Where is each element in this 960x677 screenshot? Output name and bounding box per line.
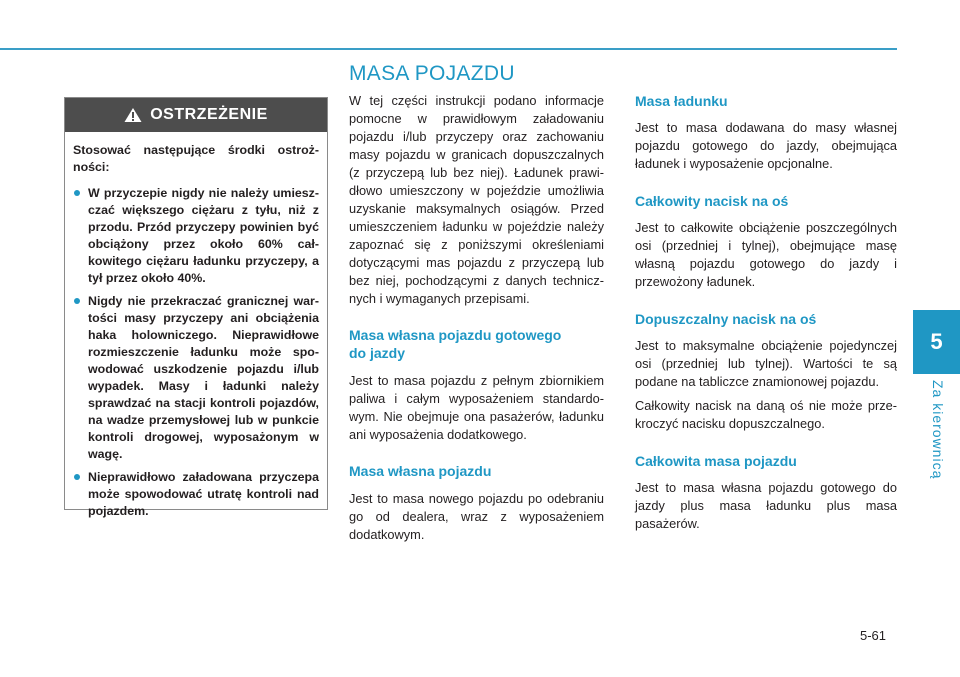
warning-item-text: Nieprawidłowo załadowana przyczepa może spowodować utratę kontroli nad pojazdem. [88, 470, 319, 518]
warning-item-text: W przyczepie nigdy nie należy umieszczać większego ciężaru z tyłu, niż z przodu. Przód przyczepy powinien być obciążony przez około 60% całkowitego ciężaru ładunku przyczepy, a tył przez około 40%. [88, 186, 319, 285]
section-heading-gaw: Całkowity nacisk na oś [635, 193, 789, 209]
section-heading-curb-weight [349, 326, 604, 362]
bullet-icon [74, 298, 80, 304]
warning-item-text: Nigdy nie przekraczać granicznej wartości masy przyczepy ani obciążenia haka holowniczego. Nieprawidłowe rozmieszczenie ładunku może spowodować uszkodzenie pojazdu i/lub wypadek. Masy i ładunki należy sprawdzać na stacji kontroli pojazdów, na wadze przemysłowej lub w punkcie kontroli drogowej, wyposażonym w wagę. [88, 294, 319, 461]
warning-header [65, 98, 327, 132]
warning-item [73, 293, 319, 463]
gawr-text-1: Jest to maksymalne obciążenie pojedynczej osi (przedniej lub tylnej). Wartości te są podane na tabliczce znamionowej pojazdu. [635, 338, 897, 389]
gawr-text-2: Całkowity nacisk na daną oś nie może przekroczyć nacisku dopuszczalnego. [635, 398, 897, 431]
chapter-tab: 5 [913, 310, 960, 374]
warning-triangle-icon [124, 107, 142, 123]
gaw-text: Jest to całkowite obciążenie poszczególnych osi (przedniej i tylnej), obejmujące masę własną pojazdu gotowego do jazdy i przewożony ładunek. [635, 220, 897, 289]
heading-line-1: Masa własna pojazdu gotowego [349, 327, 562, 343]
warning-box [64, 97, 328, 518]
intro-paragraph: W tej części instrukcji podano informacje pomocne w prawidłowym załadowaniu pojazdu i/lub przyczepy oraz zachowaniu masy pojazdu w granicach dopuszczalnych (z przyczepą lub bez niej). Ładunek prawidłowo umieszczony w pojeździe umożliwia uzyskanie maksymalnych osiągów. Przed umieszczeniem ładunku w pojeździe należy zapoznać się z poniższymi określeniami dotyczącymi mas pojazdu z przyczepą lub bez niej, pochodzącymi z danych technicznych i wymaganych przepisami. [349, 93, 604, 306]
heading-line-2: do jazdy [349, 345, 406, 361]
right-column [635, 92, 897, 533]
warning-item [73, 469, 319, 520]
warning-title: OSTRZEŻENIE [150, 106, 268, 123]
gvw-text: Jest to masa własna pojazdu gotowego do jazdy plus masa ładunku plus masa pasażerów. [635, 480, 897, 531]
section-heading-cargo-weight: Masa ładunku [635, 93, 728, 109]
page-number: 5-61 [860, 628, 887, 643]
warning-intro: Stosować następujące środki ostrożności: [73, 143, 319, 174]
warning-list [73, 185, 319, 520]
section-heading-gawr: Dopuszczalny nacisk na oś [635, 311, 817, 327]
section-heading-vehicle-weight: Masa własna pojazdu [349, 463, 492, 479]
curb-weight-text: Jest to masa pojazdu z pełnym zbiornikiem paliwa i całym wyposażeniem standardowym. Nie obejmuje ona pasażerów, ładunku ani wyposażenia dodatkowego. [349, 373, 604, 442]
chapter-label: Za kierownicą [930, 380, 946, 480]
header-rule [0, 48, 897, 50]
cargo-weight-text: Jest to masa dodawana do masy własnej pojazdu gotowego do jazdy, obejmująca ładunek i wyposażenie opcjonalne. [635, 120, 897, 171]
bullet-icon [74, 190, 80, 196]
middle-column [349, 92, 604, 544]
warning-item [73, 185, 319, 287]
vehicle-weight-text: Jest to masa nowego pojazdu po odebraniu go od dealera, wraz z wyposażeniem dodatkowym. [349, 491, 604, 542]
page-title: MASA POJAZDU [349, 62, 515, 85]
bullet-icon [74, 474, 80, 480]
section-heading-gvw: Całkowita masa pojazdu [635, 453, 797, 469]
